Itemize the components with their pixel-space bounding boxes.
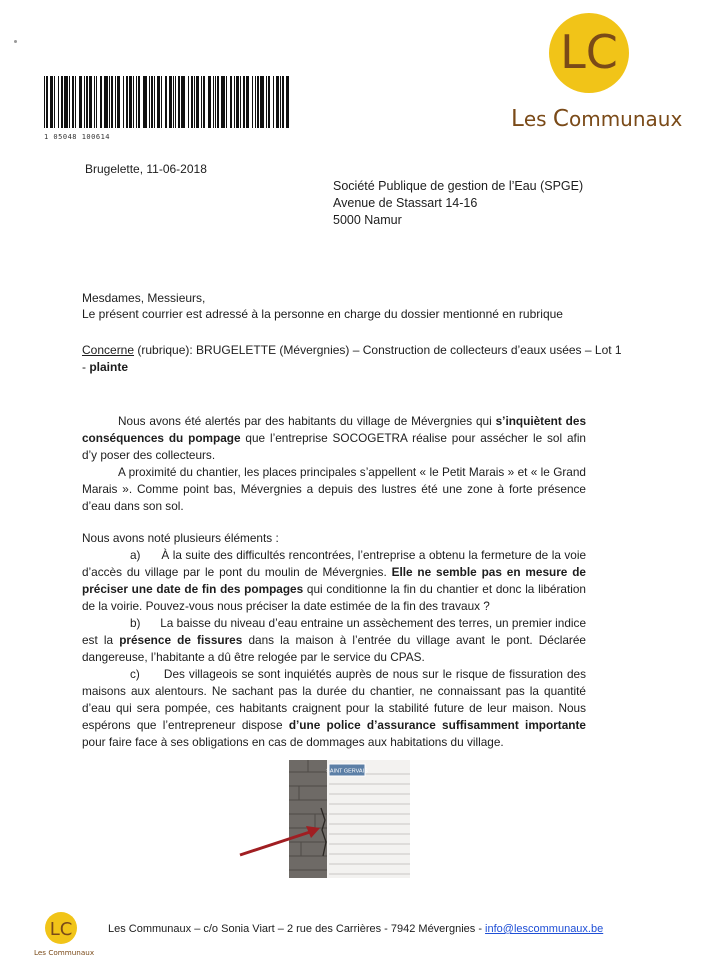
logo-letters: LC: [560, 25, 618, 79]
barcode-bar: [50, 76, 53, 128]
barcode-number: 1 05048 100614: [44, 133, 111, 141]
barcode-bar: [188, 76, 189, 128]
barcode-bar: [213, 76, 214, 128]
barcode-bar: [273, 76, 274, 128]
salutation-block: [82, 290, 642, 322]
barcode-bar: [240, 76, 241, 128]
barcode-bar: [215, 76, 216, 128]
barcode-bar: [173, 76, 174, 128]
footer-logo-letters: LC: [49, 919, 73, 940]
barcode-bar: [194, 76, 195, 128]
paragraph-elements: Nous avons noté plusieurs éléments :: [82, 531, 279, 545]
barcode-bar: [221, 76, 225, 128]
subject-keyword: plainte: [89, 360, 129, 374]
footer-address: Les Communaux – c/o Sonia Viart – 2 rue des Carrières - 7942 Mévergnies - info@lescommunaux.be: [108, 923, 604, 935]
barcode-bar: [79, 76, 82, 128]
barcode-bar: [181, 76, 185, 128]
barcode-bar: [129, 76, 132, 128]
barcode-bar: [226, 76, 227, 128]
barcode-bar: [255, 76, 256, 128]
barcode-bar: [136, 76, 137, 128]
footer-logo-name: Les Communaux: [34, 948, 95, 957]
list-item-c: c) Des villageois se sont inquiétés auprès de nous sur le risque de fissuration des maisons aux alentours. Ne sachant pas la durée du chantier, ne connaissant pas la quantité d’eau qui sera pompée, ces habitants craignent pour la stabilité future de leur maison. Nous espérons que l’entrepreneur dispose d’une police d’assurance suffisamment importante pour faire face à ses obligations en cas de dommages aux habitations du village.: [82, 667, 586, 749]
barcode-bar: [276, 76, 279, 128]
barcode-bar: [169, 76, 172, 128]
barcode: [40, 72, 295, 132]
barcode-bar: [126, 76, 128, 128]
barcode-bar: [236, 76, 239, 128]
barcode-bar: [69, 76, 70, 128]
barcode-bar: [286, 76, 289, 128]
barcode-bar: [280, 76, 281, 128]
barcode-bar: [282, 76, 284, 128]
barcode-bar: [75, 76, 76, 128]
street-sign-text: SAINT GERVAIS: [326, 768, 368, 775]
recipient-address: [333, 178, 583, 229]
footer-email-link[interactable]: info@lescommunaux.be: [485, 923, 604, 935]
intro-line: Le présent courrier est adressé à la personne en charge du dossier mentionné en rubrique: [82, 307, 563, 321]
subject-label: Concerne: [82, 343, 135, 357]
barcode-bar: [64, 76, 68, 128]
list-item-a: a) À la suite des difficultés rencontrées, l’entreprise a obtenu la fermeture de la voie d’accès du village par le pont du moulin de Mévergnies. Elle ne semble pas en mesure de préciser une date de fin des pompages qui conditionne la fin du chantier et donc la libération de la voirie. Pouvez-vous nous préciser la date estimée de la fin des travaux ?: [82, 548, 586, 613]
footer-logo-icon: [34, 910, 96, 960]
barcode-bar: [243, 76, 245, 128]
recipient-line: Société Publique de gestion de l’Eau (SPGE): [333, 179, 584, 193]
barcode-bar: [234, 76, 235, 128]
barcode-bar: [133, 76, 134, 128]
recipient-line: 5000 Namur: [333, 213, 402, 227]
barcode-bar: [96, 76, 97, 128]
barcode-bar: [89, 76, 92, 128]
paragraph-context: A proximité du chantier, les places principales s’appellent « le Petit Marais » et « le Grand Marais ». Comme point bas, Mévergnies a depuis des lustres été une zone à forte présence d’eau dans son sol.: [82, 465, 586, 513]
barcode-bar: [44, 76, 45, 128]
barcode-bar: [84, 76, 85, 128]
paragraph-alert: Nous avons été alertés par des habitants du village de Mévergnies qui s’inquiètent des conséquences du pompage que l’entreprise SOCOGETRA réalise pour assécher le sol afin d’y poser des collecteurs.: [82, 414, 587, 462]
barcode-bar: [138, 76, 140, 128]
barcode-bar: [246, 76, 249, 128]
barcode-bar: [46, 76, 48, 128]
barcode-bar: [230, 76, 232, 128]
barcode-bar: [201, 76, 202, 128]
barcode-bar: [54, 76, 55, 128]
salutation: Mesdames, Messieurs,: [82, 291, 206, 305]
barcode-bar: [115, 76, 116, 128]
red-arrow-icon: [236, 822, 326, 862]
barcode-bar: [196, 76, 199, 128]
barcode-bar: [143, 76, 147, 128]
scan-speck: [14, 40, 17, 43]
barcode-bar: [266, 76, 267, 128]
brand-name: Les Communaux: [511, 106, 683, 132]
recipient-line: Avenue de Stassart 14-16: [333, 196, 478, 210]
barcode-bar: [165, 76, 167, 128]
barcode-bar: [72, 76, 74, 128]
barcode-bar: [178, 76, 180, 128]
subject-line: Concerne (rubrique): BRUGELETTE (Mévergnies) – Construction de collecteurs d’eaux usées – Lot 1 - plainte: [82, 343, 622, 374]
barcode-bar: [257, 76, 259, 128]
barcode-bar: [157, 76, 160, 128]
barcode-bar: [149, 76, 150, 128]
barcode-bar: [268, 76, 270, 128]
barcode-bar: [203, 76, 205, 128]
barcode-bar: [117, 76, 120, 128]
barcode-bar: [100, 76, 102, 128]
list-item-b: b) La baisse du niveau d’eau entraine un assèchement des terres, un premier indice est la présence de fissures dans la maison à l’entrée du village avant le pont. Déclarée dangereuse, l’habitante a dû être relogée par le service du CPAS.: [82, 616, 586, 664]
barcode-bar: [109, 76, 110, 128]
barcode-bar: [58, 76, 59, 128]
barcode-bar: [111, 76, 113, 128]
barcode-bar: [175, 76, 176, 128]
barcode-bar: [104, 76, 108, 128]
barcode-bar: [151, 76, 153, 128]
barcode-bar: [191, 76, 193, 128]
barcode-bar: [86, 76, 88, 128]
barcode-bar: [260, 76, 264, 128]
barcode-bar: [217, 76, 219, 128]
barcode-bar: [252, 76, 253, 128]
lc-logo-icon: [548, 12, 630, 94]
barcode-bar: [94, 76, 95, 128]
barcode-bar: [61, 76, 63, 128]
barcode-bar: [161, 76, 162, 128]
place-date: Brugelette, 11-06-2018: [85, 162, 207, 176]
barcode-bar: [154, 76, 155, 128]
barcode-bar: [123, 76, 124, 128]
barcode-bar: [208, 76, 211, 128]
letter-body: [82, 413, 586, 751]
